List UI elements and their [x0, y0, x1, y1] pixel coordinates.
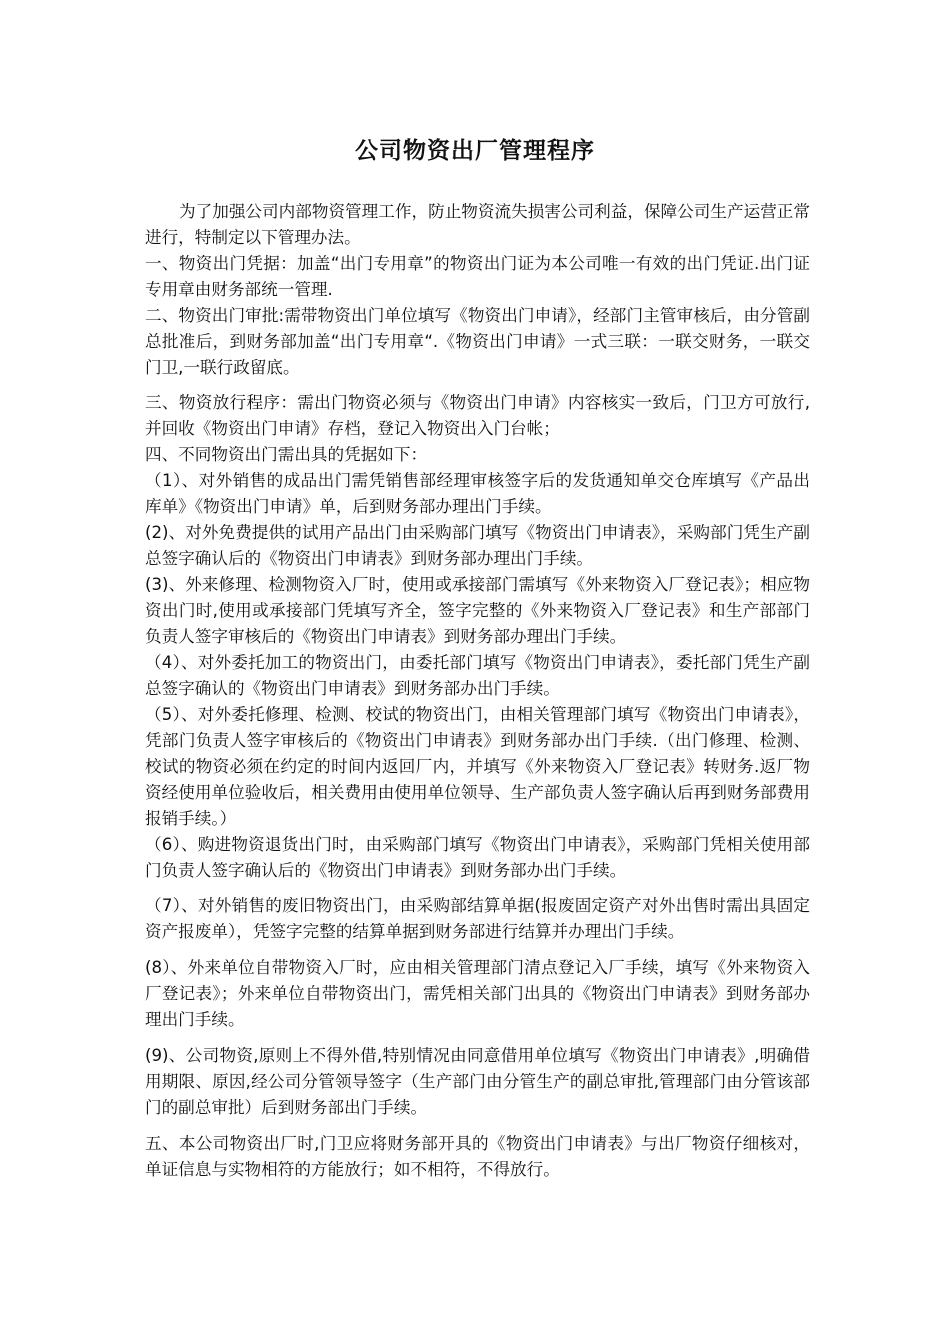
item-5-paragraph: （5）、对外委托修理、检测、校试的物资出门，由相关管理部门填写《物资出门申请表》， 凭部门负责人签字审核后的《物资出门申请表》到财务部办出门手续.（出门修理、检测、校试的物资必须在约定的时间内返回厂内，并填写《外来物资入厂登记表》转财务.返厂物资经使用单位验收后，相关费用由使用单位领导、生产部负责人签字确认后再到财务部费用报销手续。）: [145, 705, 810, 828]
section-3-paragraph: 三、物资放行程序：需出门物资必须与《物资出门申请》内容核实一致后，门卫方可放行,并回收《物资出门申请》存档，登记入物资出入门台帐；: [145, 393, 810, 438]
section-1-paragraph: 一、物资出门凭据：加盖“出门专用章”的物资出门证为本公司唯一有效的出门凭证.出门证专用章由财务部统一管理.: [145, 254, 810, 299]
item-6-paragraph: （6）、购进物资退货出门时，由采购部门填写《物资出门申请表》，采购部门凭相关使用部门负责人签字确认后的《物资出门申请表》到财务部办出门手续。: [145, 835, 810, 880]
section-2-paragraph: 二、物资出门审批:需带物资出门单位填写《物资出门申请》，经部门主管审核后，由分管副总批准后，到财务部加盖“出门专用章“.《物资出门申请》一式三联：一联交财务，一联交门卫,一联行政留底。: [145, 306, 810, 377]
section-4-heading: 四、不同物资出门需出具的凭据如下：: [145, 445, 428, 464]
item-1-paragraph: （1）、对外销售的成品出门需凭销售部经理审核签字后的发货通知单交仓库填写《产品出库单》《物资出门申请》单，后到财务部办理出门手续。: [145, 471, 810, 516]
item-2-paragraph: (2)、对外免费提供的试用产品出门由采购部门填写《物资出门申请表》，采购部门凭生产副总签字确认后的《物资出门申请表》到财务部办理出门手续。: [145, 523, 810, 568]
section-5-paragraph: 五、本公司物资出厂时,门卫应将财务部开具的《物资出门申请表》与出厂物资仔细核对，单证信息与实物相符的方能放行；如不相符，不得放行。: [145, 1134, 810, 1179]
document-body: [145, 199, 810, 1183]
item-7-paragraph: （7）、对外销售的废旧物资出门，由采购部结算单据(报废固定资产对外出售时需出具固定资产报废单），凭签字完整的结算单据到财务部进行结算并办理出门手续。: [145, 896, 810, 941]
item-9-paragraph: (9)、公司物资,原则上不得外借,特别情况由同意借用单位填写《物资出门申请表》,明确借用期限、原因,经公司分管领导签字（生产部门由分管生产的副总审批,管理部门由分管该部门的副总审批）后到财务部出门手续。: [145, 1046, 810, 1117]
item-4-paragraph: （4）、对外委托加工的物资出门，由委托部门填写《物资出门申请表》，委托部门凭生产副总签字确认的《物资出门申请表》到财务部办出门手续。: [145, 653, 810, 698]
document-title: 公司物资出厂管理程序: [355, 138, 595, 164]
item-3-paragraph: (3)、外来修理、检测物资入厂时，使用或承接部门需填写《外来物资入厂登记表》；相应物资出门时,使用或承接部门凭填写齐全，签字完整的《外来物资入厂登记表》和生产部部门负责人签字审核后的《物资出门申请表》到财务部办理出门手续。: [145, 575, 810, 646]
item-8-paragraph: (8）、外来单位自带物资入厂时，应由相关管理部门清点登记入厂手续，填写《外来物资入厂登记表》；外来单位自带物资出门，需凭相关部门出具的《物资出门申请表》到财务部办理出门手续。: [145, 958, 810, 1029]
intro-paragraph: 为了加强公司内部物资管理工作，防止物资流失损害公司利益，保障公司生产运营正常进行，特制定以下管理办法。: [145, 202, 810, 247]
